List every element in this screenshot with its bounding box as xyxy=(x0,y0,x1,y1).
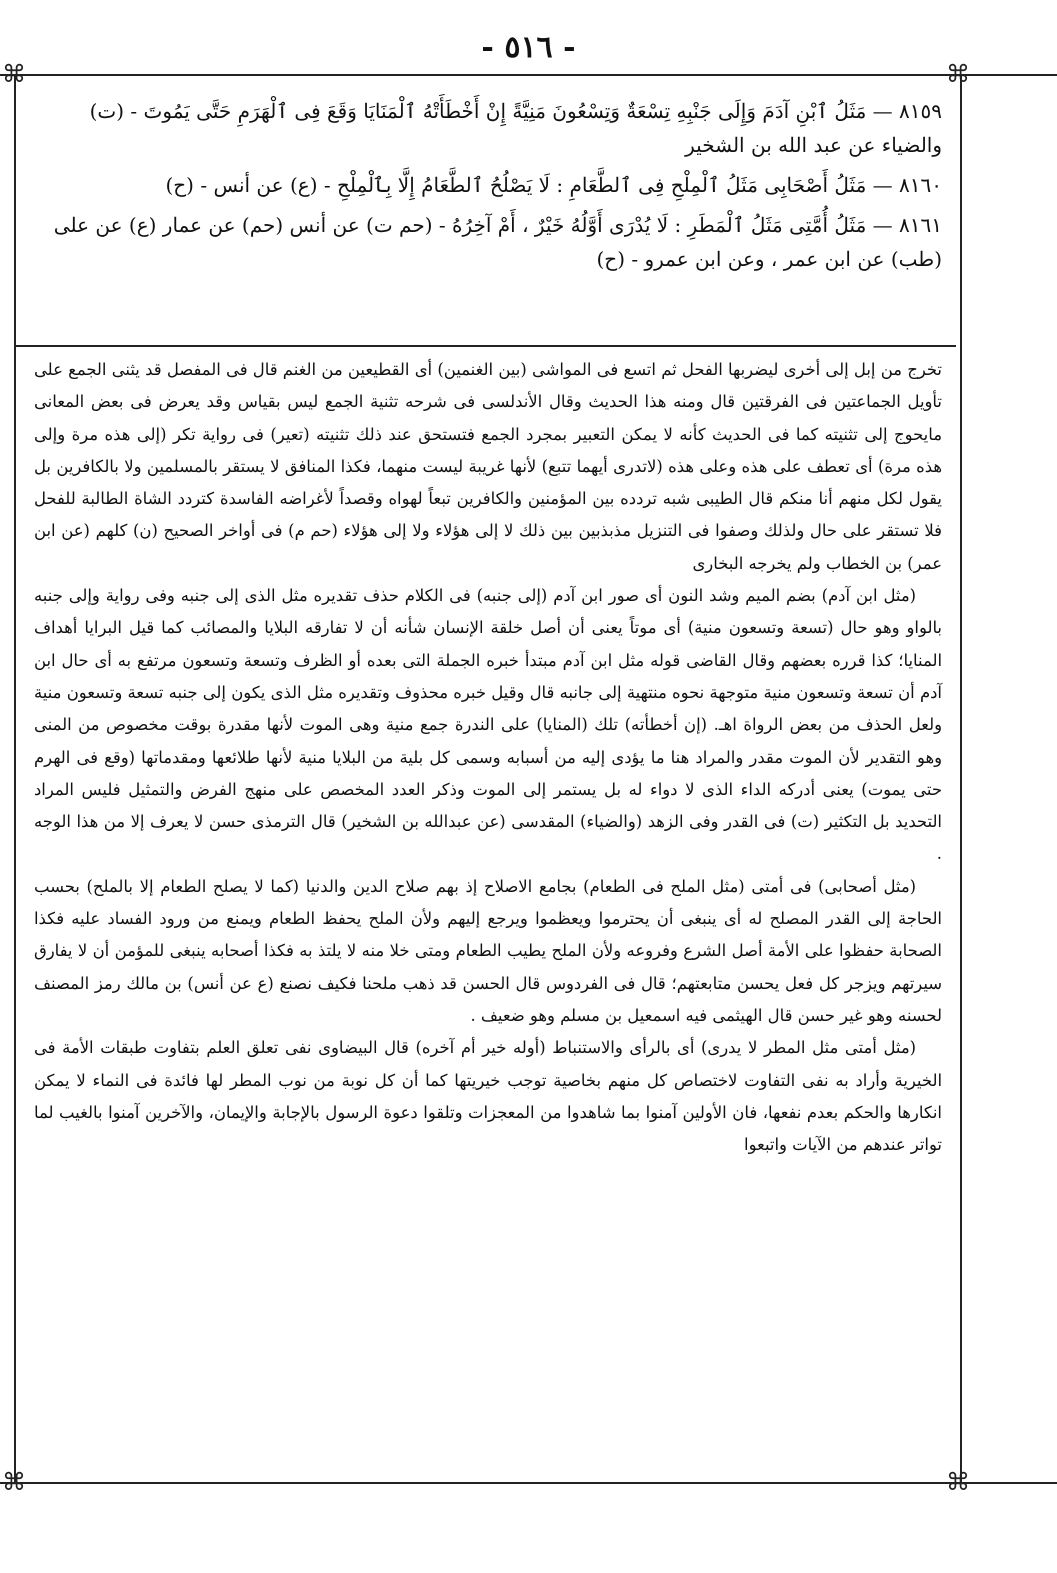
page-number: - ٥١٦ - xyxy=(481,30,576,65)
commentary-section xyxy=(34,354,942,1161)
hadith-8161: ٨١٦١ — مَثَلُ أُمَّتِى مَثَلُ ٱلْمَطَرِ : لَا يُدْرَى أَوَّلُهُ خَيْرٌ ، أَمْ آخِرُهُ - (حم ت) عن أنس (حم) عن عمار (ع) عن على (طب) عن ابن عمر ، وعن ابن عمرو - (ح) xyxy=(53,213,942,271)
section-divider xyxy=(16,345,956,347)
commentary-paragraph: تخرج من إبل إلى أخرى ليضربها الفحل ثم اتسع فى المواشى (بين الغنمين) أى القطيعين من الغنم قال فى المفصل قد يثنى الجمع على تأويل الجماعتين فى الفرقتين قال ومنه هذا الحديث وقال الأندلسى فى شرحه تثنية الجمع ليس بقياس وقد يعرض فى بعض المعانى مايحوج إلى تثنيته كما فى الحديث كأنه لا يمكن التعبير بمجرد الجمع فتستحق عند ذلك تثنيته (تعير) فى رواية تكر (إلى هذه مرة وإلى هذه مرة) أى تعطف على هذه وعلى هذه (لاتدرى أيهما تتبع) لأنها غريبة ليست منهما، فكذا المنافق لا يستقر بالمسلمين ولا بالكافرين بل يقول لكل منهم أنا منكم قال الطيبى شبه تردده بين المؤمنين والكافرين تبعاً لهواه وقصداً لأغراضه الفاسدة كتردد الشاة الطالبة للفحل فلا تستقر على حال ولذلك وصفوا فى التنزيل مذبذبين بين ذلك لا إلى هؤلاء ولا إلى هؤلاء (حم م) فى أواخر الصحيح (ن) كلهم (عن ابن عمر) بن الخطاب ولم يخرجه البخارى xyxy=(34,360,942,573)
corner-ornament-icon: ⌘ xyxy=(946,1468,970,1496)
corner-ornament-icon: ⌘ xyxy=(946,60,970,88)
corner-ornament-icon: ⌘ xyxy=(2,60,26,88)
commentary-paragraph: (مثل أصحابى) فى أمتى (مثل الملح فى الطعام) بجامع الاصلاح إذ بهم صلاح الدين والدنيا (كما لا يصلح الطعام إلا بالملح) بحسب الحاجة إلى القدر المصلح له أى ينبغى أن يحترموا ويعظموا ويرجع إليهم ولأن الملح يحفظ الطعام ويمنع من ورود الفساد عليه فكذا الصحابة حفظوا على الأمة أصل الشرع وفروعه ولأن الملح يطيب الطعام ومتى خلا منه لا يلتذ به فكذا أصحابه ينبغى للمؤمن أن لا يفارق سيرتهم ويزجر كل فعل يحسن متابعتهم؛ قال فى الفردوس قال الحسن قد ذهب ملحنا فكيف نصنع (ع عن أنس) بن مالك رمز المصنف لحسنه وهو غير حسن قال الهيثمى فيه اسمعيل بن مسلم وهو ضعيف . xyxy=(34,876,942,1025)
hadith-8160: ٨١٦٠ — مَثَلُ أَصْحَابِى مَثَلُ ٱلْمِلْحِ فِى ٱلطَّعَامِ : لَا يَصْلُحُ ٱلطَّعَامُ إِلَّا بِٱلْمِلْحِ - (ع) عن أنس - (ح) xyxy=(165,173,942,197)
commentary-paragraph: (مثل ابن آدم) بضم الميم وشد النون أى صور ابن آدم (إلى جنبه) فى الكلام حذف تقديره مثل الذى إلى جنبه وفى رواية وإلى جنبه بالواو وهو حال (تسعة وتسعون منية) أى موتاً يعنى أن أصل خلقة الإنسان شأنه أن لا تفارقه البلايا والمصائب كما قيل البرايا أهداف المنايا؛ كذا قرره بعضهم وقال القاضى قوله مثل ابن آدم مبتدأ خبره الجملة التى بعده أو الظرف وتسعة وتسعون مرتفع به أى حال ابن آدم أن تسعة وتسعون منية متوجهة نحوه منتهية إلى جانبه قال وقيل خبره محذوف وتقديره مثل الذى يكون إلى جنبه تسعة وتسعون منية ولعل الحذف من بعض الرواة اهـ. (إن أخطأته) تلك (المنايا) على الندرة جمع منية وهى الموت لأنها مقدرة بوقت مخصوص من المنى وهو التقدير لأن الموت مقدر والمراد هنا ما يؤدى إليه من أسبابه وسمى كل بلية من البلايا منية لأنها طلائعها ومقدماتها (وقع فى الهرم حتى يموت) يعنى أدركه الداء الذى لا دواء له بل يستمر إلى الموت وذكر العدد المخصص على منهج الفرض والتمثيل فليس المراد التحديد بل التكثير (ت) فى القدر وفى الزهد (والضياء) المقدسى (عن عبدالله بن الشخير) قال الترمذى حسن لا يعرف إلا من هذا الوجه . xyxy=(34,586,942,864)
hadith-text-section xyxy=(34,94,942,282)
frame-bottom-rule xyxy=(0,1482,1057,1484)
hadith-8159: ٨١٥٩ — مَثَلُ ٱبْنِ آدَمَ وَإِلَى جَنْبِهِ تِسْعَةٌ وَتِسْعُونَ مَنِيَّةً إِنْ أَخْطَأَتْهُ ٱلْمَنَايَا وَقَعَ فِى ٱلْهَرَمِ حَتَّى يَمُوتَ - (ت) والضياء عن عبد الله بن الشخير xyxy=(89,99,942,157)
corner-ornament-icon: ⌘ xyxy=(2,1468,26,1496)
commentary-paragraph: (مثل أمتى مثل المطر لا يدرى) أى بالرأى والاستنباط (أوله خير أم آخره) قال البيضاوى نفى تعلق العلم بتفاوت طبقات الأمة فى الخيرية وأراد به نفى التفاوت لاختصاص كل منهم بخاصية توجب خيريتها كما أن كل نوبة من نوب المطر لها فائدة فى النماء لا يمكن انكارها والحكم بعدم نفعها، فان الأولين آمنوا بما شاهدوا من المعجزات وتلقوا دعوة الرسول بالإجابة والإيمان، والآخرين آمنوا بالغيب لما تواتر عندهم من الآيات واتبعوا xyxy=(34,1038,942,1155)
